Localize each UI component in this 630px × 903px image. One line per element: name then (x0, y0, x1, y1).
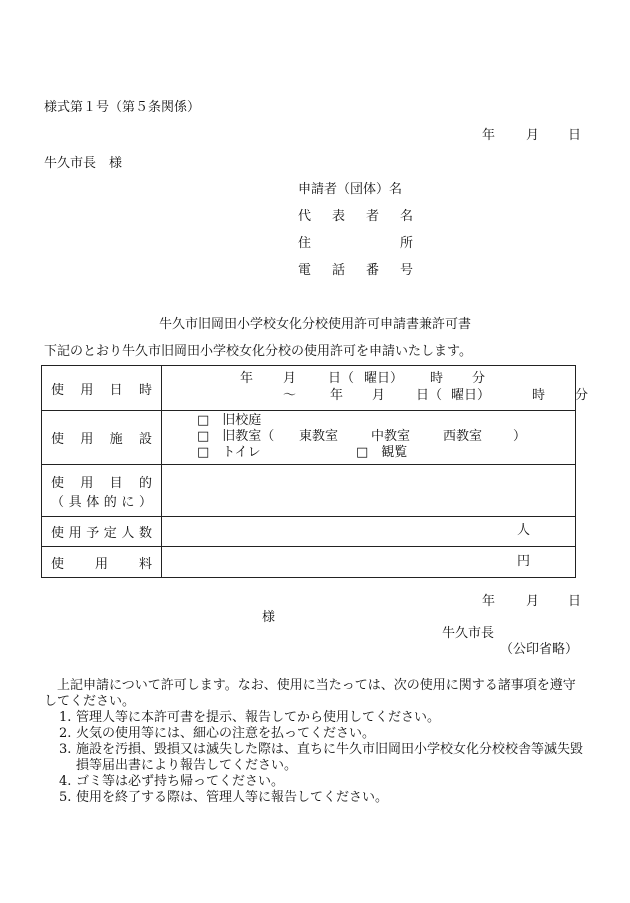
people-unit: 人 (517, 523, 531, 538)
row-purpose (42, 465, 576, 517)
label-purpose: 使用目的 (51, 475, 152, 491)
date-bottom-year: 年 (482, 594, 496, 609)
applicant-group-name: 申請者（団体）名 (298, 182, 403, 197)
row-people (42, 517, 576, 547)
facility-west-classroom: 西教室 (443, 429, 483, 444)
applicant-representative: 代 表 者 名 (298, 209, 413, 224)
label-datetime: 使用日時 (51, 382, 152, 398)
facility-option-toilet[interactable]: □ トイレ (197, 445, 261, 460)
label-purpose-detail: （具体的に） (51, 494, 152, 510)
label-people: 使用予定人数 (51, 526, 152, 541)
label-fee: 使用料 (51, 556, 152, 572)
date-top-month: 月 (526, 128, 540, 143)
addressee: 牛久市長 様 (44, 156, 123, 171)
form-number: 様式第１号（第５条関係） (44, 100, 201, 115)
issuer: 牛久市長 (442, 626, 495, 641)
facility-middle-classroom: 中教室 (371, 429, 411, 444)
facility-east-classroom: 東教室 (299, 429, 339, 444)
cell-fee[interactable] (162, 547, 576, 578)
row-facility (42, 411, 576, 465)
conditions-intro: 上記申請について許可します。なお、使用に当たっては、次の使用に関する諸事項を遵守してください。 (44, 678, 576, 709)
seal-note: （公印省略） (500, 642, 579, 657)
list-item: 5. 使用を終了する際は、管理人等に報告してください。 (59, 790, 389, 805)
row-fee (42, 547, 576, 578)
date-bottom-month: 月 (526, 594, 540, 609)
conditions (44, 678, 584, 806)
intro-text: 下記のとおり牛久市旧岡田小学校女化分校の使用許可を申請いたします。 (44, 344, 472, 359)
cell-facility: □ 旧校庭 □ 旧教室（ 東教室 中教室 西教室 ） □ トイレ □ 観覧 (162, 411, 576, 465)
date-bottom-day: 日 (568, 594, 582, 609)
list-item: 1. 管理人等に本許可書を提示、報告してから使用してください。 (59, 710, 441, 725)
list-item: 3. 施設を汚損、毀損又は滅失した際は、直ちに牛久市旧岡田小学校女化分校校舎等滅失毀損等届出書により報告してください。 (59, 742, 584, 773)
list-item: 4. ゴミ等は必ず持ち帰ってください。 (59, 774, 285, 789)
applicant-address: 住 所 (298, 236, 413, 251)
cell-datetime: 年 月 日（ 曜日） 時 分 ～ 年 月 日（ 曜日） 時 分 (162, 366, 576, 411)
facility-option-viewing[interactable]: □ 観覧 (356, 445, 408, 460)
cell-purpose[interactable] (162, 465, 576, 517)
document-title: 牛久市旧岡田小学校女化分校使用許可申請書兼許可書 (158, 317, 471, 332)
facility-option-classroom[interactable]: □ 旧教室（ (197, 429, 275, 444)
date-top-day: 日 (568, 128, 582, 143)
conditions-list (44, 710, 584, 806)
applicant-phone: 電 話 番 号 (298, 263, 413, 278)
label-facility: 使用施設 (51, 432, 152, 447)
recipient-suffix: 様 (262, 610, 276, 625)
fee-unit: 円 (517, 554, 531, 569)
application-table (41, 365, 589, 578)
list-item: 2. 火気の使用等には、細心の注意を払ってください。 (59, 726, 376, 741)
cell-people[interactable] (162, 517, 576, 547)
facility-option-schoolyard[interactable]: □ 旧校庭 (197, 413, 262, 428)
row-datetime (42, 366, 576, 411)
date-top-year: 年 (482, 128, 496, 143)
